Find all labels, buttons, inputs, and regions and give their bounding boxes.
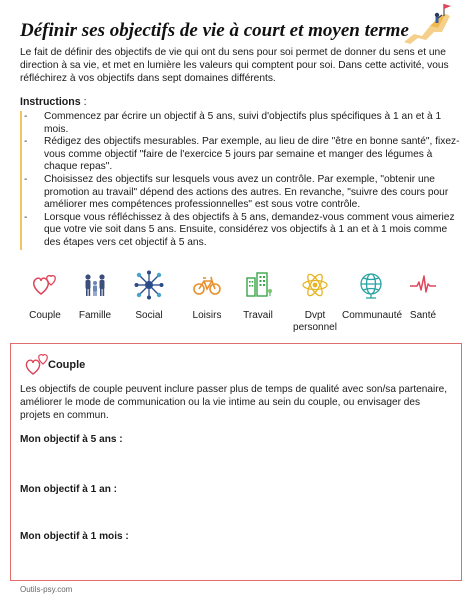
domain-sante bbox=[394, 270, 452, 322]
instruction-item: - Commencez par écrire un objectif à 5 ans, suivi d'objectifs plus spécifiques à 1 an et à 1 mois. bbox=[36, 111, 460, 136]
domain-label: Famille bbox=[78, 310, 112, 321]
instructions-list bbox=[20, 111, 460, 250]
page-title: Définir ses objectifs de vie à court et moyen terme bbox=[20, 20, 409, 41]
social-network-icon bbox=[134, 270, 164, 300]
intro-paragraph: Le fait de définir des objectifs de vie qui ont du sens pour soi permet de donner du sens et une direction à sa vie, et met en lumière les valeurs qui comptent pour soi. Dans cette activité, vous réfléchirez à vos objectifs dans sept domaines différents. bbox=[20, 47, 449, 84]
goal-climber-illustration bbox=[400, 2, 452, 44]
domain-label: Loisirs bbox=[192, 310, 222, 321]
goal-5-years-label: Mon objectif à 5 ans : bbox=[20, 434, 123, 445]
couple-section-title: Couple bbox=[48, 359, 86, 371]
domain-label: Travail bbox=[243, 310, 273, 321]
instruction-item: - Lorsque vous réfléchissez à des objectifs à 5 ans, demandez-vous comment vous aimeriez que votre vie soit dans 5 ans. Ensuite, considérez vos objectifs à 1 an et à 1 mois comme des étapes vers cet objectif à 5 ans. bbox=[36, 212, 460, 250]
globe-icon bbox=[356, 270, 386, 300]
domain-label: Communauté bbox=[342, 310, 403, 321]
domain-famille bbox=[66, 270, 124, 322]
couple-section-card bbox=[10, 343, 462, 581]
domain-label: Social bbox=[135, 310, 163, 321]
heartbeat-icon bbox=[408, 270, 438, 300]
instructions-heading-suffix: : bbox=[80, 96, 87, 108]
life-domains-row bbox=[16, 270, 456, 340]
goal-1-month-label: Mon objectif à 1 mois : bbox=[20, 531, 129, 542]
domain-label: Santé bbox=[409, 310, 437, 321]
domain-communaute bbox=[342, 270, 403, 322]
domain-social bbox=[120, 270, 178, 322]
domain-label: Couple bbox=[29, 310, 61, 321]
bicycle-icon bbox=[192, 270, 222, 300]
instruction-item: - Rédigez des objectifs mesurables. Par exemple, au lieu de dire "être en bonne santé", fixez-vous comme objectif "faire de l'exercice 5 jours par semaine et manger des légumes à chaque repas". bbox=[36, 136, 460, 174]
work-buildings-icon bbox=[243, 270, 273, 300]
couple-section-description: Les objectifs de couple peuvent inclure passer plus de temps de qualité avec son/sa partenaire, améliorer le mode de communication ou la vie intime au sein du couple, ou envisager des projets en commun. bbox=[20, 384, 448, 421]
instruction-item: - Choisissez des objectifs sur lesquels vous avez un contrôle. Par exemple, "obtenir une promotion au travail" dépend des actions des autres. En revanche, "suivre des cours pour améliorer mes compétences professionnelles" est sous votre contrôle. bbox=[36, 174, 460, 212]
footer-source: Outils-psy.com bbox=[20, 585, 73, 594]
domain-label: Dvpt personnel bbox=[293, 310, 337, 333]
instructions-heading bbox=[20, 96, 87, 108]
goal-1-year-label: Mon objectif à 1 an : bbox=[20, 484, 118, 495]
atom-icon bbox=[300, 270, 330, 300]
instructions-heading-label: Instructions bbox=[20, 96, 81, 108]
domain-dvpt-personnel bbox=[286, 270, 344, 334]
family-icon bbox=[80, 270, 110, 300]
domain-travail bbox=[229, 270, 287, 322]
hearts-icon bbox=[30, 270, 60, 300]
domain-loisirs bbox=[178, 270, 236, 322]
